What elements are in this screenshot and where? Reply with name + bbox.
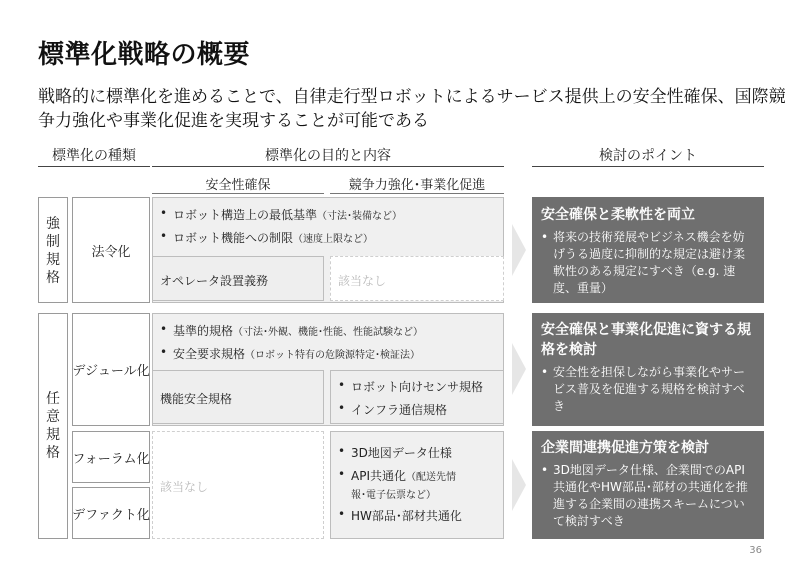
dejure-infra: • インフラ通信規格	[338, 401, 483, 418]
dejure-functional-text: 機能安全規格	[160, 392, 233, 406]
row-forum	[72, 431, 150, 483]
point-box-2	[532, 313, 764, 426]
point-3-text: • 3D地図データ仕様、企業間でのAPI共通化やHW部品･部材の共通化を推進する企業間の連携スキームについて検討すべき	[541, 462, 755, 530]
chevron-right-icon	[512, 459, 526, 511]
dejure-competitive-bullets	[338, 378, 483, 424]
law-bullet-2: • ロボット機能への制限（速度上限など）	[160, 229, 402, 246]
group-mandatory-label: 強制規格	[46, 216, 60, 286]
header-type-line	[38, 166, 150, 167]
page-title: 標準化戦略の概要	[38, 40, 251, 70]
header-points-line	[532, 166, 764, 167]
header-type: 標準化の種類	[52, 148, 136, 164]
subtitle-line-2: 争力強化や事業化促進を実現することが可能である	[38, 111, 429, 131]
point-box-1	[532, 197, 764, 303]
forum-bullets	[338, 444, 462, 530]
point-2-text: • 安全性を担保しながら事業化やサービス普及を促進する規格を検討すべき	[541, 364, 755, 415]
row-dejure-label: デジュール化	[72, 364, 150, 379]
header-purpose: 標準化の目的と内容	[265, 148, 391, 164]
row-dejure	[72, 313, 150, 426]
point-box-3	[532, 431, 764, 539]
dejure-bullets	[160, 322, 423, 368]
row-defacto-label: デファクト化	[72, 507, 150, 523]
forum-bullet-3: • HW部品･部材共通化	[338, 507, 462, 524]
header-points: 検討のポイント	[599, 148, 697, 164]
law-operator-text: オペレータ設置義務	[160, 274, 269, 288]
group-voluntary-label: 任意規格	[46, 391, 60, 461]
subtitle-line-1: 戦略的に標準化を進めることで、自律走行型ロボットによるサービス提供上の安全性確保、国際競	[38, 87, 786, 107]
dejure-bullet-2: • 安全要求規格（ロボット特有の危険源特定･検証法）	[160, 345, 423, 362]
row-defacto	[72, 487, 150, 539]
forum-bullet-1: • 3D地図データ仕様	[338, 444, 462, 461]
law-na-text: 該当なし	[338, 274, 387, 288]
forum-bullet-2: • API共通化（配送先情	[338, 467, 462, 484]
dejure-sensor: • ロボット向けセンサ規格	[338, 378, 483, 395]
page-number: 36	[749, 545, 762, 556]
law-bullet-1: • ロボット構造上の最低基準（寸法･装備など）	[160, 206, 402, 223]
subheader-safety: 安全性確保	[205, 178, 271, 193]
subheader-competitive-line	[330, 193, 504, 194]
chevron-right-icon	[512, 224, 526, 276]
row-forum-label: フォーラム化	[72, 451, 150, 467]
row-law-label: 法令化	[91, 244, 131, 260]
chevron-right-icon	[512, 343, 526, 395]
point-3-title: 企業間連携促進方策を検討	[541, 440, 709, 456]
subheader-safety-line	[152, 193, 324, 194]
header-purpose-line	[152, 166, 504, 167]
subheader-competitive: 競争力強化･事業化促進	[348, 178, 486, 193]
point-1-text: • 将来の技術発展やビジネス機会を妨げうる過度に抑制的な規定は避け柔軟性のある規定にすべき（e.g. 速度、重量）	[541, 229, 755, 297]
law-bullets	[160, 206, 402, 252]
forum-na-text: 該当なし	[160, 480, 209, 494]
dejure-bullet-1: • 基準的規格（寸法･外観、機能･性能、性能試験など）	[160, 322, 423, 339]
forum-bullet-2-cont: 報･電子伝票など）	[351, 490, 436, 501]
row-law	[72, 197, 150, 303]
point-1-title: 安全確保と柔軟性を両立	[541, 207, 695, 223]
point-2-title: 安全確保と事業化促進に資する規格を検討	[541, 322, 751, 358]
